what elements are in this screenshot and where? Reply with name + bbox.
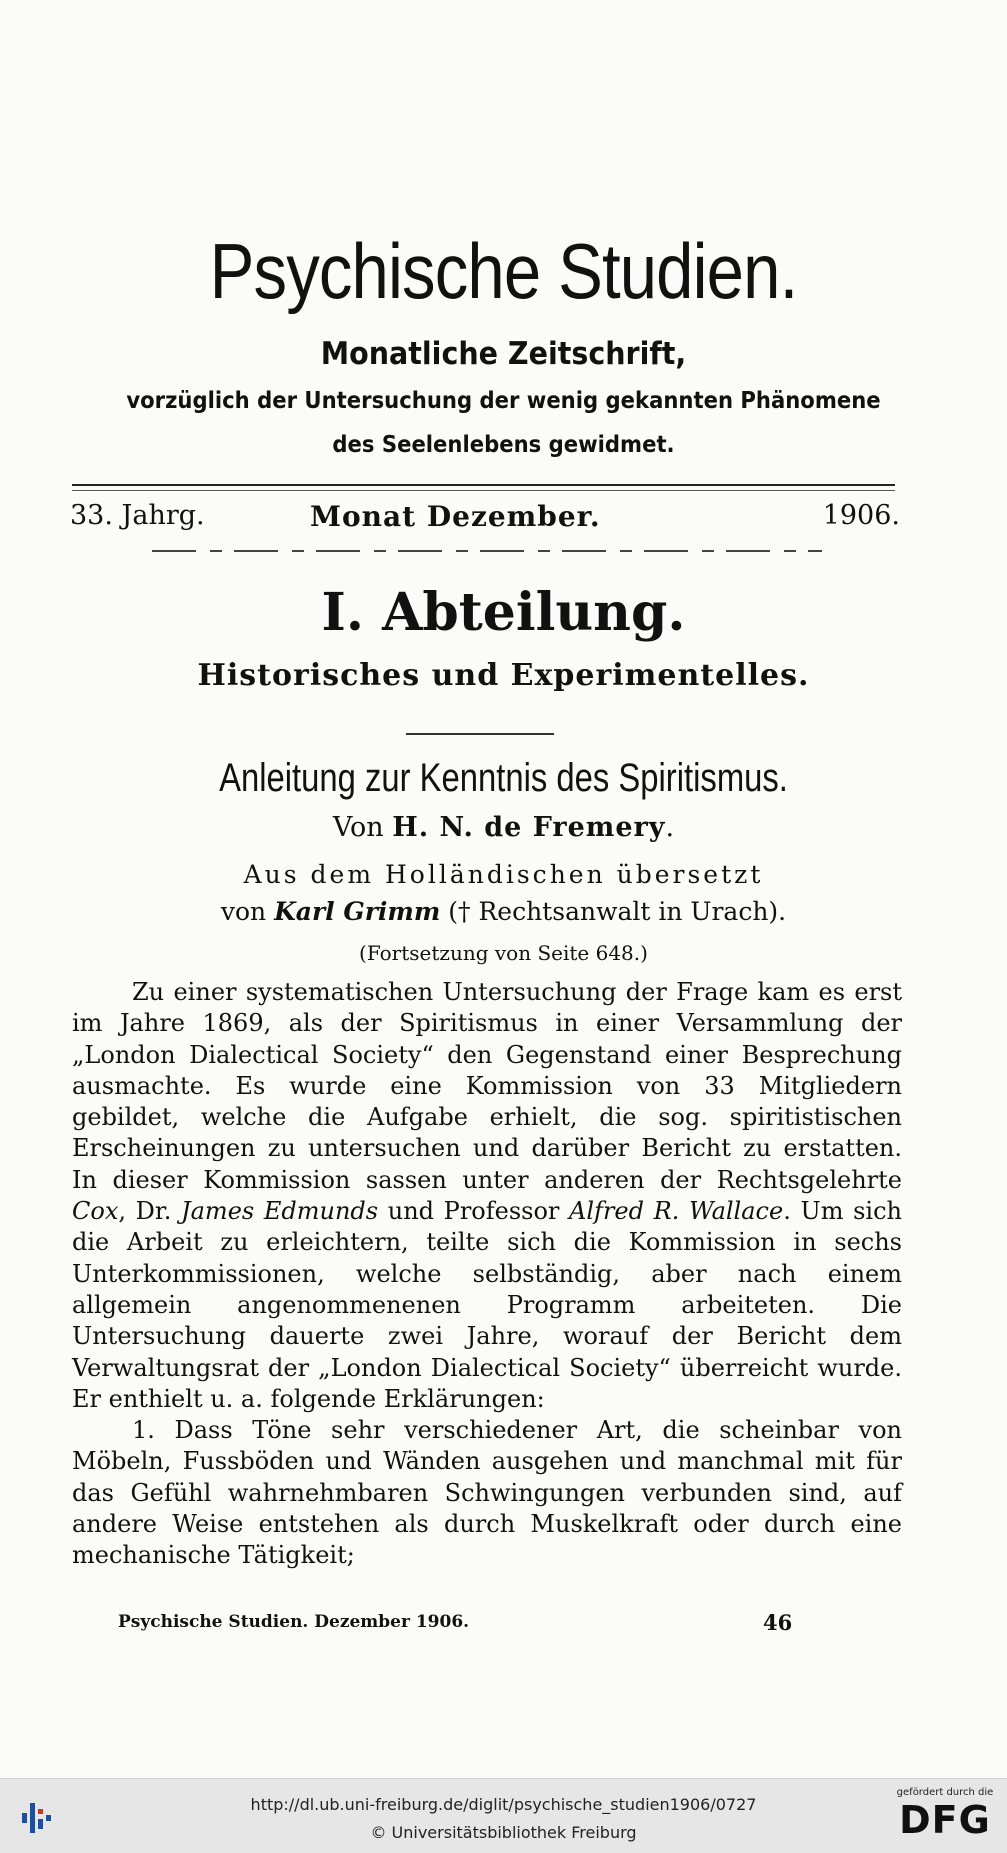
masthead-rule-thin <box>72 490 895 491</box>
body-paragraph-numbered: 1. Dass Töne sehr verschiedener Art, die scheinbar von Möbeln, Fussböden und Wänden ausgehen und manchmal mit für das Gefühl wahrnehmbaren Schwingungen verbunden sind, auf andere Weise entstehen als durch Muskelkraft oder durch eine mechanische Tätigkeit; <box>72 1416 902 1570</box>
person-name-edmunds: James Edmunds <box>181 1197 379 1226</box>
dfg-logo-text: DFG <box>899 1798 991 1842</box>
article-byline <box>0 812 1007 843</box>
person-name-cox: Cox <box>72 1197 119 1226</box>
permalink-url[interactable]: http://dl.ub.uni-freiburg.de/diglit/psychische_studien1906/0727 <box>250 1795 757 1814</box>
issue-year: 1906. <box>822 500 900 531</box>
translator-prefix: von <box>220 897 267 926</box>
translator-line <box>0 897 1007 926</box>
article-title: Anleitung zur Kenntnis des Spiritismus. <box>219 756 788 800</box>
byline-suffix: . <box>665 812 675 843</box>
translator-name: Karl Grimm <box>274 897 441 926</box>
continuation-note: (Fortsetzung von Seite 648.) <box>359 941 648 965</box>
journal-title: Psychische Studien. <box>209 227 798 315</box>
journal-description-line1: vorzüglich der Untersuchung der wenig gekannten Phänomene <box>126 388 881 414</box>
article-body <box>72 977 902 1572</box>
section-subheading: Historisches und Experimentelles. <box>197 658 810 693</box>
paragraph-text: Zu einer systematischen Untersuchung der Frage kam es erst im Jahre 1869, als der Spiritismus in einer Versammlung der „London Dialectical Society“ den Gegenstand einer Besprechung ausmachte. Es wurde eine Kommission von 33 Mitgliedern gebildet, welche die Aufgabe erhielt, die sog. spiritistischen Erscheinungen zu untersuchen und darüber Bericht zu erstatten. In dieser Kommission sassen unter anderen der Rechtsgelehrte <box>72 978 902 1194</box>
section-heading: I. Abteilung. <box>321 582 686 643</box>
journal-subtitle: Monatliche Zeitschrift, <box>320 336 687 372</box>
paragraph-text: , Dr. <box>118 1197 181 1226</box>
section-divider <box>406 733 554 735</box>
library-footer-bar <box>0 1778 1007 1853</box>
dfg-funding-logo <box>895 1785 995 1847</box>
translator-suffix: († Rechtsanwalt in Urach). <box>448 897 787 926</box>
body-paragraph <box>72 977 902 1415</box>
translation-note: Aus dem Holländischen übersetzt <box>243 860 764 889</box>
paragraph-text: und Professor <box>378 1197 570 1226</box>
issue-line <box>70 500 900 540</box>
running-footer-title: Psychische Studien. Dezember 1906. <box>118 1612 470 1632</box>
month-label: Monat Dezember. <box>310 500 601 533</box>
person-name-wallace: Alfred R. Wallace <box>569 1197 784 1226</box>
journal-description-line2: des Seelenlebens gewidmet. <box>332 432 675 458</box>
volume-label: 33. Jahrg. <box>70 500 205 531</box>
paragraph-text: . Um sich die Arbeit zu erleichtern, teilte sich die Kommission in sechs Unterkommissionen, welche selbständig, aber nach einem allgemein angenommenenen Programm arbeiteten. Die Untersuchung dauerte zwei Jahre, worauf der Bericht dem Verwaltungsrat der „London Dialectical Society“ überreicht wurde. Er enthielt u. a. folgende Erklärungen: <box>72 1197 902 1413</box>
masthead-rule <box>72 484 895 486</box>
page-number: 46 <box>763 1610 793 1635</box>
author-name: H. N. de Fremery <box>392 812 666 843</box>
funding-label: gefördert durch die <box>896 1787 994 1798</box>
issue-dashed-rule <box>152 550 822 552</box>
copyright-notice: © Universitätsbibliothek Freiburg <box>370 1823 637 1842</box>
byline-prefix: Von <box>332 812 384 843</box>
